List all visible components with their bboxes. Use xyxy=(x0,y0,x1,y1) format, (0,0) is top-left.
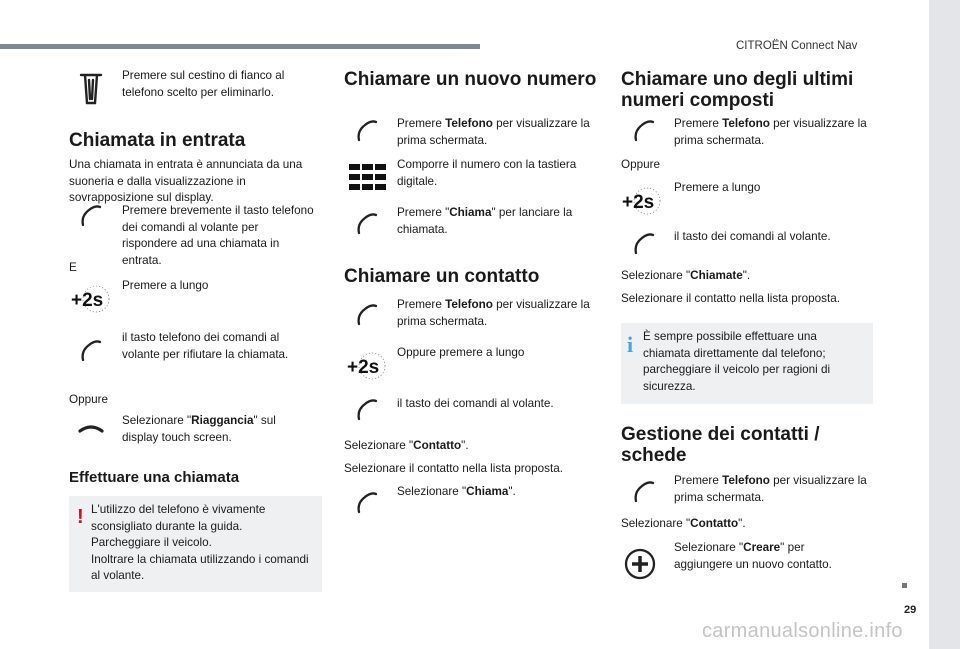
long-press-2s-icon xyxy=(621,186,663,216)
incoming-call-title: Chiamata in entrata xyxy=(69,130,246,151)
phone-handset-icon xyxy=(79,204,103,228)
badge-2s: +2s xyxy=(622,192,655,213)
phone-handset-icon xyxy=(632,480,656,504)
answer-instruction: Premere brevemente il tasto telefono dei comandi al volante per rispondere ad una chiamata in entrata. xyxy=(122,204,314,267)
recent-step4: Selezionare "Chiamate". xyxy=(621,269,751,282)
recent-calls-title: Chiamare uno degli ultimi numeri composti xyxy=(621,69,854,111)
hangup-icon xyxy=(78,422,104,436)
phone-handset-icon xyxy=(355,491,379,515)
warning-icon: ! xyxy=(77,506,84,528)
or-label: Oppure xyxy=(69,393,108,406)
add-icon xyxy=(624,548,656,580)
manage-step3: Selezionare "Creare" per aggiungere un nuovo contatto. xyxy=(674,541,832,571)
hangup-instruction: Selezionare "Riaggancia" sul display touch screen. xyxy=(122,414,276,444)
long-press-2s-icon xyxy=(70,284,112,314)
make-call-title: Effettuare una chiamata xyxy=(69,469,240,486)
badge-2s: +2s xyxy=(71,290,104,311)
keypad-icon xyxy=(349,164,386,190)
contact-step4: Selezionare "Contatto". xyxy=(344,439,469,452)
warning-text: L'utilizzo del telefono è vivamente sconsigliato durante la guida. Parcheggiare il veicolo. Inoltrare la chiamata utilizzando i comandi al volante. xyxy=(91,503,309,582)
header-bar xyxy=(0,44,480,49)
phone-handset-icon xyxy=(355,119,379,143)
contact-step5: Selezionare il contatto nella lista proposta. xyxy=(344,462,563,475)
new-number-step3: Premere "Chiama" per lanciare la chiamata. xyxy=(397,206,573,236)
new-number-title: Chiamare un nuovo numero xyxy=(344,69,597,90)
and-label: E xyxy=(69,261,77,274)
long-press-instruction: Premere a lungo xyxy=(122,279,209,292)
phone-handset-icon xyxy=(355,212,379,236)
brand-label: CITROËN Connect Nav xyxy=(736,40,858,52)
page-number: 29 xyxy=(904,604,917,616)
contact-step3: il tasto dei comandi al volante. xyxy=(397,397,554,410)
contact-title: Chiamare un contatto xyxy=(344,266,540,287)
new-number-step1: Premere Telefono per visualizzare la prima schermata. xyxy=(397,117,590,147)
contact-step6: Selezionare "Chiama". xyxy=(397,485,516,498)
new-number-step2: Comporre il numero con la tastiera digitale. xyxy=(397,158,577,188)
phone-handset-icon xyxy=(632,119,656,143)
recent-step5: Selezionare il contatto nella lista proposta. xyxy=(621,292,840,305)
phone-handset-icon xyxy=(355,398,379,422)
or-label: Oppure xyxy=(621,158,660,171)
phone-handset-icon xyxy=(632,232,656,256)
recent-step3: il tasto dei comandi al volante. xyxy=(674,230,831,243)
info-text: È sempre possibile effettuare una chiamata direttamente dal telefono; parcheggiare il veicolo per ragioni di sicurezza. xyxy=(643,330,831,393)
trash-icon xyxy=(79,72,103,106)
manage-step1: Premere Telefono per visualizzare la prima schermata. xyxy=(674,474,867,504)
contact-step1: Premere Telefono per visualizzare la prima schermata. xyxy=(397,298,590,328)
watermark: carmanualsonline.info xyxy=(702,620,903,642)
recent-step1: Premere Telefono per visualizzare la prima schermata. xyxy=(674,117,867,147)
delete-instruction: Premere sul cestino di fianco al telefono scelto per eliminarlo. xyxy=(122,69,285,99)
phone-handset-icon xyxy=(79,339,103,363)
side-strip xyxy=(929,0,960,649)
corner-marker xyxy=(902,583,907,588)
info-icon: i xyxy=(627,332,634,357)
phone-handset-icon xyxy=(355,303,379,327)
recent-step2: Premere a lungo xyxy=(674,181,761,194)
badge-2s: +2s xyxy=(347,357,380,378)
manage-step2: Selezionare "Contatto". xyxy=(621,517,746,530)
long-press-2s-icon xyxy=(346,351,388,381)
reject-instruction: il tasto telefono dei comandi al volante per rifiutare la chiamata. xyxy=(122,331,289,361)
incoming-call-intro: Una chiamata in entrata è annunciata da una suoneria e dalla visualizzazione in sovrapposizione sul display. xyxy=(69,158,303,204)
contact-step2: Oppure premere a lungo xyxy=(397,346,525,359)
manage-contacts-title: Gestione dei contatti / schede xyxy=(621,424,820,466)
